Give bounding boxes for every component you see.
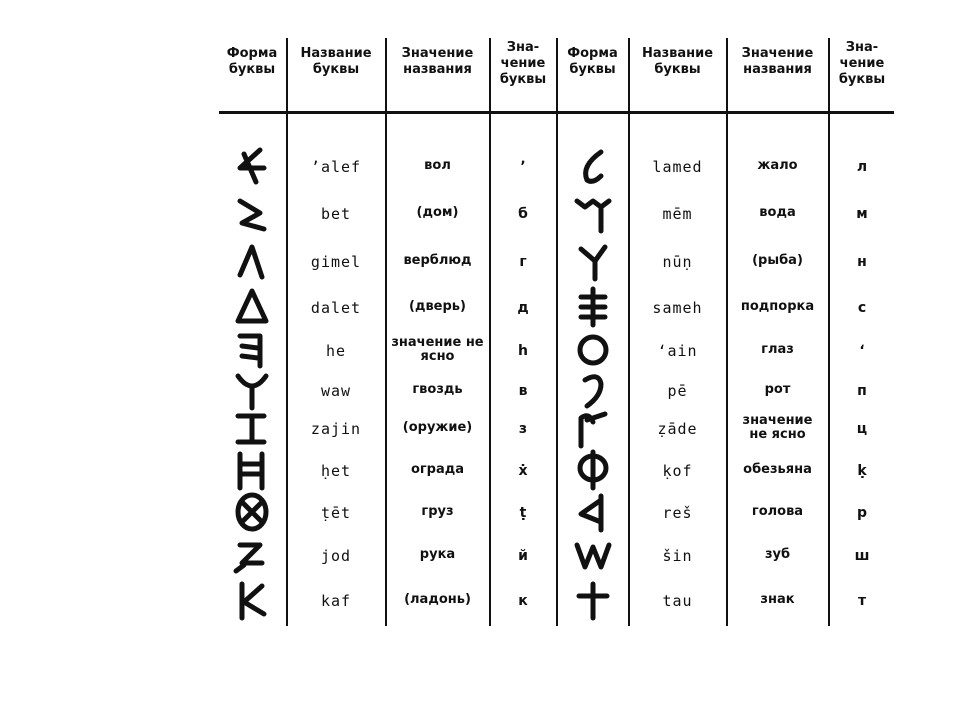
jod-glyph	[224, 535, 280, 575]
alef-glyph	[224, 146, 280, 186]
header-meaning: Значение названия	[741, 46, 814, 77]
column-divider	[726, 38, 728, 626]
header-value: Зна- чение буквы	[499, 40, 547, 87]
name-meaning: значение не ясно	[742, 413, 813, 442]
letter-name: sameh	[652, 299, 703, 317]
letter-name: mēm	[662, 205, 693, 223]
letter-value: ṭ	[519, 505, 527, 521]
letter-name: reš	[662, 504, 693, 522]
name-meaning: (дом)	[416, 205, 459, 220]
letter-value: ʻ	[859, 343, 865, 359]
name-meaning: (дверь)	[409, 299, 466, 314]
header-value: Зна- чение буквы	[838, 40, 886, 87]
name-meaning: (ладонь)	[404, 592, 471, 607]
nun-glyph	[565, 241, 621, 281]
name-meaning: жало	[757, 158, 798, 173]
name-meaning: верблюд	[403, 253, 472, 268]
column-divider	[628, 38, 630, 626]
lamed-glyph	[565, 146, 621, 186]
name-meaning: значение не ясно	[391, 335, 484, 364]
letter-name: bet	[320, 205, 352, 223]
sameh-glyph	[565, 287, 621, 327]
name-meaning: рука	[419, 547, 456, 562]
letter-name: ḥet	[320, 462, 352, 480]
letter-value: h	[518, 343, 528, 359]
ain-glyph	[565, 330, 621, 370]
letter-name: ʻain	[657, 342, 698, 360]
letter-value: ц	[856, 421, 868, 437]
letter-value: к	[518, 593, 528, 609]
het-glyph	[224, 450, 280, 490]
name-meaning: вол	[424, 158, 451, 173]
letter-value: г	[519, 254, 527, 270]
name-meaning: ограда	[410, 462, 465, 477]
letter-name: jod	[320, 547, 352, 565]
letter-value: в	[518, 383, 528, 399]
tet-glyph	[224, 492, 280, 532]
letter-value: ʼ	[520, 159, 526, 175]
header-divider	[219, 111, 894, 114]
mem-glyph	[565, 193, 621, 233]
name-meaning: вода	[759, 205, 796, 220]
name-meaning: (рыба)	[752, 253, 803, 268]
letter-name: tau	[662, 592, 693, 610]
letter-value: р	[856, 505, 868, 521]
res-glyph	[565, 492, 621, 532]
name-meaning: голова	[751, 504, 804, 519]
letter-name: gimel	[310, 253, 362, 271]
column-divider	[556, 38, 558, 626]
column-divider	[286, 38, 288, 626]
column-divider	[385, 38, 387, 626]
zajin-glyph	[224, 408, 280, 448]
letter-value: ẋ	[518, 463, 528, 479]
waw-glyph	[224, 370, 280, 410]
letter-name: he	[325, 342, 347, 360]
name-meaning: рот	[764, 382, 791, 397]
letter-name: ṭēt	[320, 504, 352, 522]
column-divider	[489, 38, 491, 626]
letter-value: н	[857, 254, 867, 270]
name-meaning: знак	[760, 592, 795, 607]
header-form: Форма буквы	[226, 46, 278, 77]
name-meaning: гвоздь	[412, 382, 463, 397]
header-name: Название буквы	[300, 46, 372, 77]
name-meaning: груз	[421, 504, 454, 519]
letter-name: waw	[320, 382, 352, 400]
letter-value: д	[517, 300, 529, 316]
name-meaning: подпорка	[740, 299, 815, 314]
letter-name: nūṇ	[662, 253, 693, 271]
name-meaning: зуб	[764, 547, 791, 562]
letter-name: šin	[662, 547, 693, 565]
column-divider	[828, 38, 830, 626]
gimel-glyph	[224, 241, 280, 281]
letter-value: ḳ	[857, 463, 867, 479]
zade-glyph	[565, 408, 621, 448]
letter-name: lamed	[652, 158, 703, 176]
letter-value: п	[857, 383, 867, 399]
letter-value: м	[856, 206, 868, 222]
tau-glyph	[565, 580, 621, 620]
letter-name: kaf	[320, 592, 352, 610]
letter-value: б	[518, 206, 528, 222]
dalet-glyph	[224, 287, 280, 327]
sin-glyph	[565, 535, 621, 575]
letter-value: й	[518, 548, 528, 564]
name-meaning: (оружие)	[402, 420, 473, 435]
letter-name: zajin	[310, 420, 362, 438]
header-meaning: Значение названия	[401, 46, 474, 77]
letter-name: ʼalef	[310, 158, 362, 176]
header-form: Форма буквы	[567, 46, 618, 77]
kaf-glyph	[224, 580, 280, 620]
name-meaning: глаз	[761, 342, 794, 357]
header-name: Название буквы	[641, 46, 714, 77]
letter-value: ш	[854, 548, 870, 564]
name-meaning: обезьяна	[743, 462, 812, 477]
letter-value: т	[857, 593, 867, 609]
letter-value: з	[518, 421, 528, 437]
pe-glyph	[565, 370, 621, 410]
bet-glyph	[224, 193, 280, 233]
letter-name: pē	[667, 382, 688, 400]
letter-name: ẓāde	[657, 420, 698, 438]
letter-value: с	[857, 300, 867, 316]
kof-glyph	[565, 450, 621, 490]
he-glyph	[224, 330, 280, 370]
letter-name: dalet	[310, 299, 362, 317]
letter-name: ḳof	[662, 462, 693, 480]
letter-value: л	[856, 159, 868, 175]
